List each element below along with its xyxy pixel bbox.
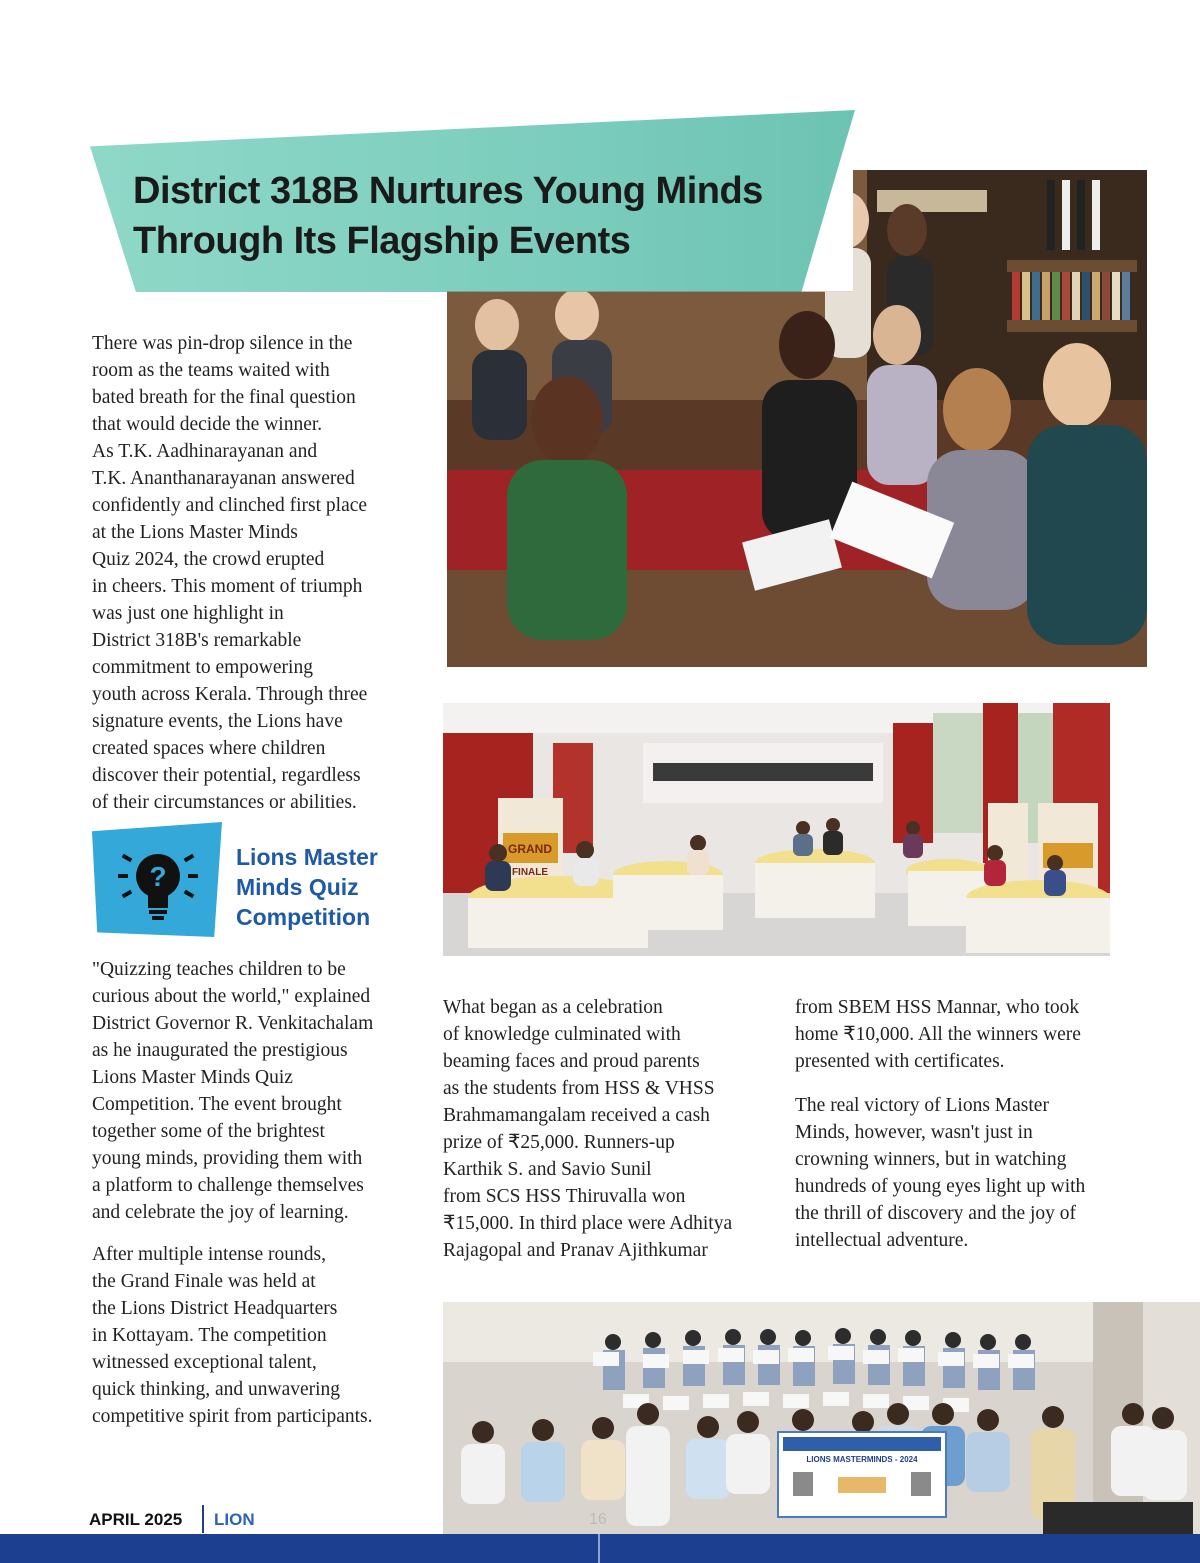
col2-paragraph-1 [443, 994, 732, 1264]
text-line: curious about the world," explained [92, 986, 371, 1007]
footer-bar [0, 1534, 1200, 1563]
page-title [133, 166, 833, 266]
text-line: witnessed exceptional talent, [92, 1352, 317, 1373]
lightbulb-question-icon [116, 844, 200, 922]
text-line: competitive spirit from participants. [92, 1406, 373, 1427]
text-line: Quiz 2024, the crowd erupted [92, 549, 325, 570]
text-line: discover their potential, regardless [92, 765, 361, 786]
text-line: confidently and clinched first place [92, 495, 368, 516]
quiz-hall-photo [443, 703, 1110, 956]
banner-grand-text: GRAND [508, 842, 552, 856]
text-line: Lions Master Minds Quiz [92, 1067, 293, 1088]
winners-group-photo [443, 1302, 1200, 1534]
text-line: home ₹10,000. All the winners were [795, 1024, 1081, 1045]
text-line: District Governor R. Venkitachalam [92, 1013, 374, 1034]
text-line: T.K. Ananthanarayanan answered [92, 468, 355, 489]
text-line: from SBEM HSS Mannar, who took [795, 997, 1080, 1018]
svg-text:?: ? [149, 861, 167, 892]
text-line: in Kottayam. The competition [92, 1325, 327, 1346]
text-line: together some of the brightest [92, 1121, 325, 1142]
text-line: room as the teams waited with [92, 360, 330, 381]
col3-paragraph-2 [795, 1092, 1085, 1254]
text-line: young minds, providing them with [92, 1148, 363, 1169]
title-line-2: Through Its Flagship Events [133, 220, 631, 262]
text-line: District 318B's remarkable [92, 630, 302, 651]
section-title [236, 842, 378, 932]
text-line: signature events, the Lions have [92, 711, 343, 732]
text-line: commitment to empowering [92, 657, 313, 678]
page-number: 16 [589, 1511, 607, 1528]
section-title-line: Minds Quiz [236, 874, 359, 900]
text-line: was just one highlight in [92, 603, 284, 624]
text-line: There was pin-drop silence in the [92, 333, 353, 354]
text-line: Minds, however, wasn't just in [795, 1122, 1033, 1143]
text-line: Competition. The event brought [92, 1094, 342, 1115]
issue-date: APRIL 2025 [89, 1510, 183, 1529]
text-line: of their circumstances or abilities. [92, 792, 357, 813]
text-line: ₹15,000. In third place were Adhitya [443, 1213, 733, 1234]
col1-paragraph-1 [92, 956, 373, 1226]
text-line: Karthik S. and Savio Sunil [443, 1159, 652, 1180]
section-icon-box [92, 822, 222, 937]
col1-paragraph-2 [92, 1241, 373, 1430]
text-line: crowning winners, but in watching [795, 1149, 1067, 1170]
text-line: the Lions District Headquarters [92, 1298, 338, 1319]
text-line: Brahmamangalam received a cash [443, 1105, 710, 1126]
text-line: at the Lions Master Minds [92, 522, 298, 543]
text-line: youth across Kerala. Through three [92, 684, 368, 705]
col3-paragraph-1 [795, 994, 1081, 1075]
text-line: As T.K. Aadhinarayanan and [92, 441, 318, 462]
text-line: Rajagopal and Pranav Ajithkumar [443, 1240, 708, 1261]
text-line: What began as a celebration [443, 997, 663, 1018]
text-line: beaming faces and proud parents [443, 1051, 700, 1072]
text-line: from SCS HSS Thiruvalla won [443, 1186, 686, 1207]
intro-paragraph [92, 330, 367, 816]
text-line: as the students from HSS & VHSS [443, 1078, 715, 1099]
group-banner-text: LIONS MASTERMINDS - 2024 [806, 1455, 918, 1464]
text-line: bated breath for the final question [92, 387, 356, 408]
title-line-1: District 318B Nurtures Young Minds [133, 170, 763, 212]
text-line: presented with certificates. [795, 1051, 1005, 1072]
text-line: the Grand Finale was held at [92, 1271, 316, 1292]
text-line: After multiple intense rounds, [92, 1244, 326, 1265]
text-line: quick thinking, and unwavering [92, 1379, 341, 1400]
magazine-name: LION [214, 1510, 255, 1529]
text-line: as he inaugurated the prestigious [92, 1040, 348, 1061]
text-line: intellectual adventure. [795, 1230, 969, 1251]
text-line: that would decide the winner. [92, 414, 323, 435]
text-line: and celebrate the joy of learning. [92, 1202, 349, 1223]
footer-divider [598, 1534, 600, 1563]
text-line: of knowledge culminated with [443, 1024, 681, 1045]
text-line: in cheers. This moment of triumph [92, 576, 363, 597]
text-line: prize of ₹25,000. Runners-up [443, 1132, 675, 1153]
section-title-line: Competition [236, 904, 371, 930]
text-line: hundreds of young eyes light up with [795, 1176, 1086, 1197]
footer-separator [202, 1505, 204, 1533]
text-line: created spaces where children [92, 738, 326, 759]
text-line: The real victory of Lions Master [795, 1095, 1049, 1116]
section-title-line: Lions Master [236, 844, 378, 870]
text-line: the thrill of discovery and the joy of [795, 1203, 1077, 1224]
text-line: a platform to challenge themselves [92, 1175, 364, 1196]
text-line: "Quizzing teaches children to be [92, 959, 346, 980]
banner-finale-text: FINALE [511, 867, 549, 878]
